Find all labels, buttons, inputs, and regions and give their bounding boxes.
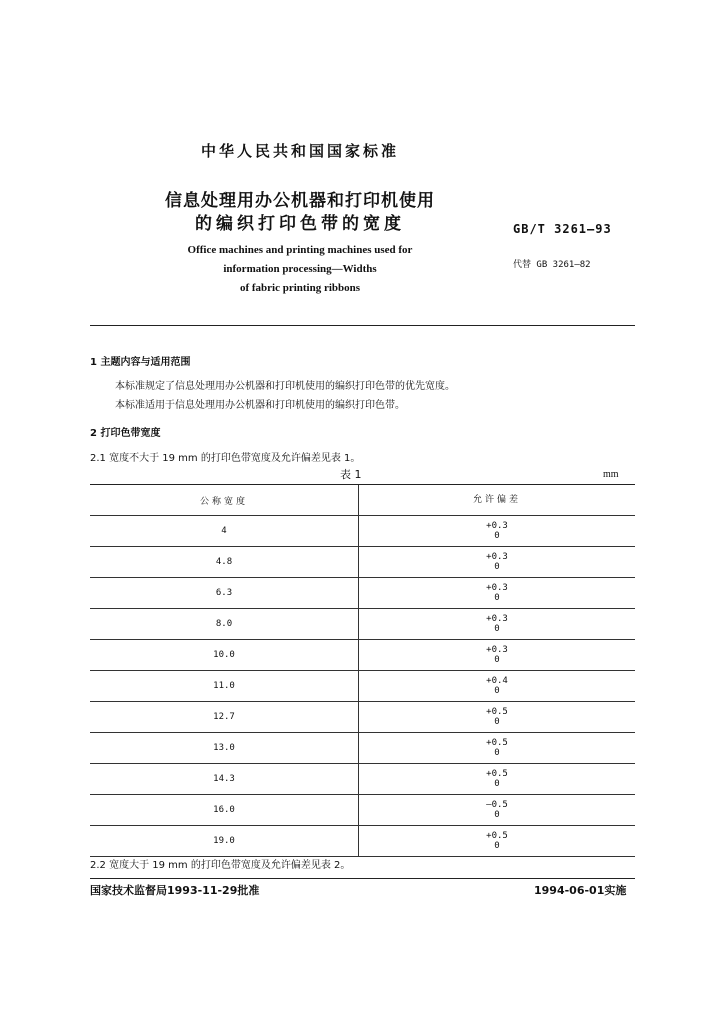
- tolerance-upper: —0.5: [486, 800, 508, 810]
- header-nominal-width: 公称宽度: [90, 485, 359, 515]
- table-row: [90, 578, 635, 609]
- title-en-line3: of fabric printing ribbons: [239, 282, 361, 294]
- table1-unit: mm: [603, 469, 619, 480]
- tolerance-upper: +0.5: [486, 707, 508, 717]
- nominal-width-cell: 13.0: [90, 733, 359, 763]
- section1-para1: 本标准规定了信息处理用办公机器和打印机使用的编织打印色带的优先宽度。: [115, 381, 455, 392]
- table-body: [90, 516, 635, 857]
- table1: [90, 484, 635, 857]
- table-row: [90, 671, 635, 702]
- tolerance-cell: [359, 578, 635, 608]
- effective-date: 1994-06-01实施: [534, 884, 627, 897]
- nominal-width-cell: 19.0: [90, 826, 359, 856]
- tolerance-lower: 0: [494, 841, 500, 851]
- nominal-width-cell: 4: [90, 516, 359, 546]
- header-divider: [90, 325, 635, 326]
- tolerance-upper: +0.3: [486, 552, 508, 562]
- standard-number: GB/T 3261—93: [513, 222, 612, 236]
- nominal-width-cell: 11.0: [90, 671, 359, 701]
- tolerance-cell: [359, 702, 635, 732]
- table1-title: 表 1: [340, 468, 362, 481]
- tolerance-upper: +0.5: [486, 769, 508, 779]
- tolerance-cell: [359, 609, 635, 639]
- title-en-line2: information processing—Widths: [223, 263, 377, 275]
- tolerance-lower: 0: [494, 562, 500, 572]
- nominal-width-cell: 6.3: [90, 578, 359, 608]
- tolerance-cell: [359, 795, 635, 825]
- tolerance-lower: 0: [494, 531, 500, 541]
- tolerance-cell: [359, 826, 635, 856]
- tolerance-cell: [359, 733, 635, 763]
- table-row: [90, 764, 635, 795]
- title-cn-line2: 的编织打印色带的宽度: [195, 214, 405, 234]
- section1-heading: 1 主题内容与适用范围: [90, 357, 191, 368]
- tolerance-upper: +0.5: [486, 831, 508, 841]
- table-row: [90, 795, 635, 826]
- tolerance-cell: [359, 764, 635, 794]
- approval-date: 国家技术监督局1993-11-29批准: [90, 884, 260, 897]
- tolerance-lower: 0: [494, 748, 500, 758]
- replaces-note: 代替 GB 3261—82: [513, 260, 591, 270]
- table-header: [90, 484, 635, 516]
- tolerance-upper: +0.3: [486, 645, 508, 655]
- tolerance-cell: [359, 671, 635, 701]
- clause-2-1: 2.1 宽度不大于 19 mm 的打印色带宽度及允许偏差见表 1。: [90, 453, 361, 464]
- tolerance-lower: 0: [494, 779, 500, 789]
- footer-divider: [90, 878, 635, 879]
- tolerance-lower: 0: [494, 624, 500, 634]
- nominal-width-cell: 4.8: [90, 547, 359, 577]
- table-row: [90, 702, 635, 733]
- clause-2-2: 2.2 宽度大于 19 mm 的打印色带宽度及允许偏差见表 2。: [90, 860, 351, 871]
- nominal-width-cell: 12.7: [90, 702, 359, 732]
- tolerance-upper: +0.3: [486, 583, 508, 593]
- tolerance-cell: [359, 547, 635, 577]
- tolerance-lower: 0: [494, 686, 500, 696]
- title-en-line1: Office machines and printing machines used for: [187, 244, 413, 256]
- national-standard-heading: 中华人民共和国国家标准: [200, 142, 399, 160]
- table-row: [90, 640, 635, 671]
- nominal-width-cell: 14.3: [90, 764, 359, 794]
- tolerance-lower: 0: [494, 717, 500, 727]
- tolerance-upper: +0.3: [486, 614, 508, 624]
- nominal-width-cell: 8.0: [90, 609, 359, 639]
- section1-para2: 本标准适用于信息处理用办公机器和打印机使用的编织打印色带。: [115, 400, 405, 411]
- section2-heading: 2 打印色带宽度: [90, 428, 161, 439]
- nominal-width-cell: 10.0: [90, 640, 359, 670]
- tolerance-cell: [359, 516, 635, 546]
- tolerance-lower: 0: [494, 655, 500, 665]
- tolerance-upper: +0.5: [486, 738, 508, 748]
- table-row: [90, 826, 635, 857]
- tolerance-lower: 0: [494, 593, 500, 603]
- title-cn-line1: 信息处理用办公机器和打印机使用: [165, 191, 435, 211]
- table-row: [90, 516, 635, 547]
- table-row: [90, 609, 635, 640]
- tolerance-upper: +0.4: [486, 676, 508, 686]
- table-row: [90, 733, 635, 764]
- tolerance-upper: +0.3: [486, 521, 508, 531]
- table-row: [90, 547, 635, 578]
- tolerance-cell: [359, 640, 635, 670]
- nominal-width-cell: 16.0: [90, 795, 359, 825]
- header-tolerance: 允许偏差: [472, 495, 521, 505]
- tolerance-lower: 0: [494, 810, 500, 820]
